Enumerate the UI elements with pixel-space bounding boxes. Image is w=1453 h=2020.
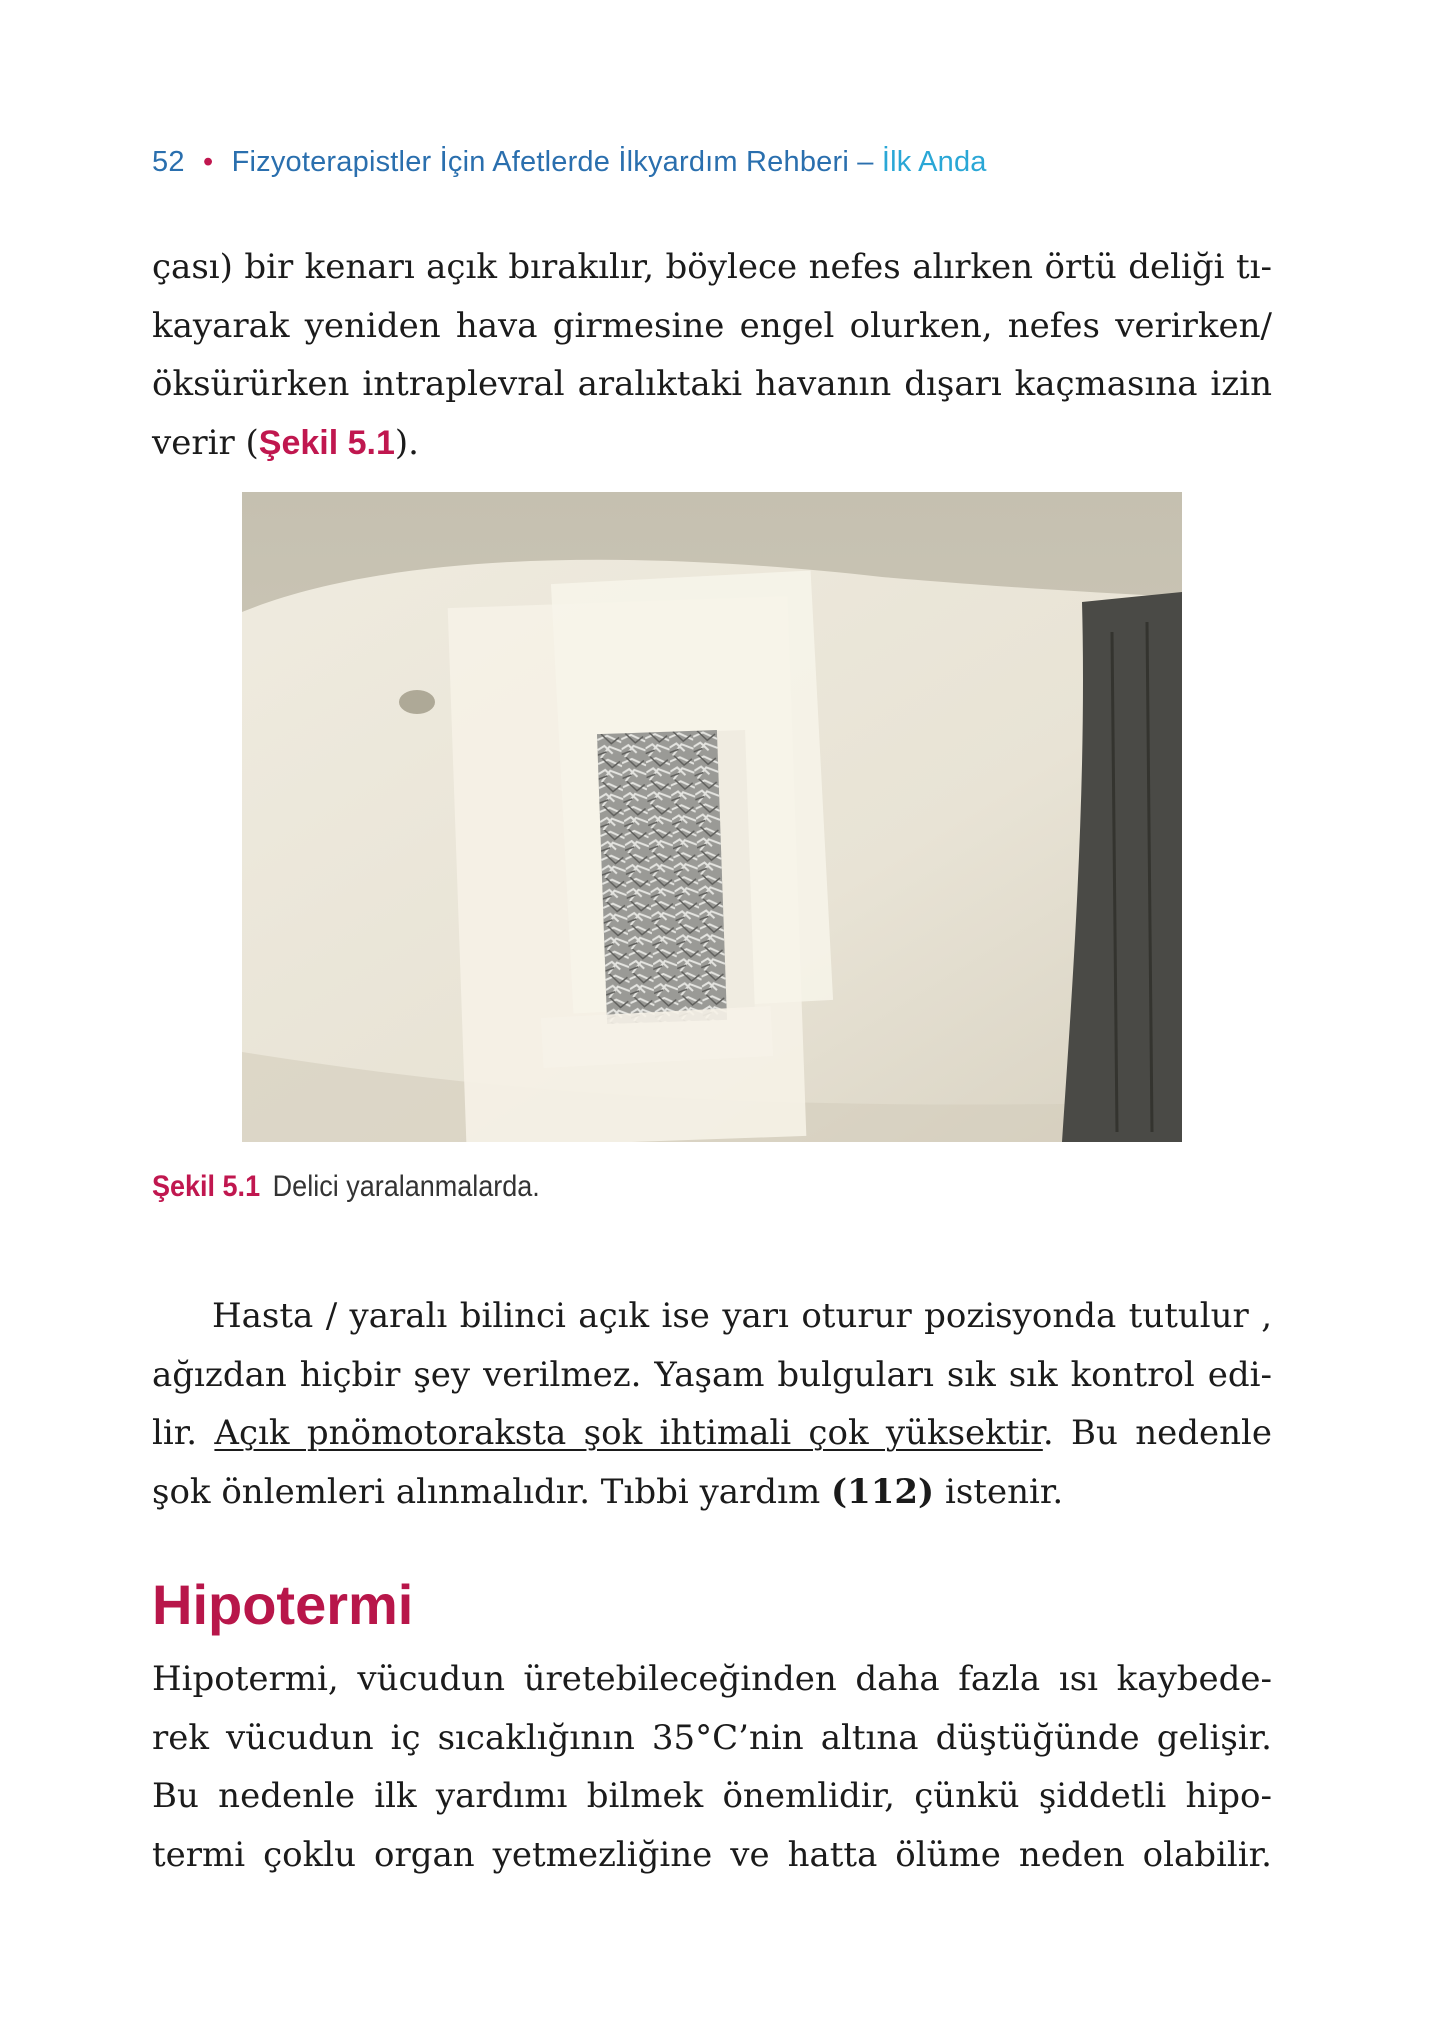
text-line (152, 1404, 1272, 1463)
page-number: 52 (152, 146, 185, 178)
figure-photo (242, 492, 1182, 1142)
nipple (399, 690, 435, 714)
text-fragment: istenir. (944, 1471, 1064, 1512)
text-line: kayarak yeniden hava girmesine engel olurken, nefes verirken/ (152, 305, 1272, 346)
emergency-number: (112) (831, 1471, 935, 1512)
figure-reference-link[interactable]: Şekil 5.1 (258, 423, 395, 462)
text-line: rek vücudun iç sıcaklığının 35°C’nin altına düştüğünde gelişir. (152, 1717, 1272, 1758)
paragraph-care (152, 1287, 1272, 1521)
text-fragment: şok önlemleri alınmalıdır. Tıbbi yardım (152, 1471, 821, 1512)
text-line (152, 414, 1272, 473)
foil-seal (597, 730, 727, 1024)
text-line: termi çoklu organ yetmezliğine ve hatta ölüme neden olabilir. (152, 1834, 1272, 1875)
text-line: Hasta / yaralı bilinci açık ise yarı oturur pozisyonda tutulur , (212, 1296, 1272, 1336)
figure-caption (152, 1170, 540, 1204)
text-line: öksürürken intraplevral aralıktaki havanın dışarı kaçmasına izin (152, 364, 1272, 404)
section-heading: Hipotermi (152, 1573, 414, 1636)
text-line: Bu nedenle ilk yardımı bilmek önemlidir, çünkü şiddetli hipo- (152, 1776, 1272, 1816)
text-fragment: ). (394, 422, 419, 463)
running-header (152, 146, 987, 179)
text-line (152, 1463, 1272, 1522)
book-title: Fizyoterapistler İçin Afetlerde İlkyardım Rehberi – (231, 146, 874, 178)
text-line: çası) bir kenarı açık bırakılır, böylece nefes alırken örtü deliği tı- (152, 247, 1272, 287)
chest-seal-photo (242, 492, 1182, 1142)
text-fragment: lir. (152, 1413, 198, 1453)
paragraph-hypothermia (152, 1650, 1272, 1884)
text-fragment: . Bu nedenle (1042, 1413, 1272, 1453)
text-fragment: verir ( (152, 422, 259, 463)
header-bullet: • (202, 146, 214, 178)
text-line: ağızdan hiçbir şey verilmez. Yaşam bulguları sık sık kontrol edi- (152, 1354, 1272, 1395)
book-subtitle: İlk Anda (881, 146, 987, 178)
underlined-warning: Açık pnömotoraksta şok ihtimali çok yüksektir (214, 1413, 1043, 1453)
text-line: Hipotermi, vücudun üretebileceğinden daha fazla ısı kaybede- (152, 1659, 1272, 1699)
paragraph-continuation (152, 238, 1272, 472)
caption-text: Delici yaralanmalarda. (272, 1170, 540, 1203)
caption-label: Şekil 5.1 (152, 1170, 261, 1203)
